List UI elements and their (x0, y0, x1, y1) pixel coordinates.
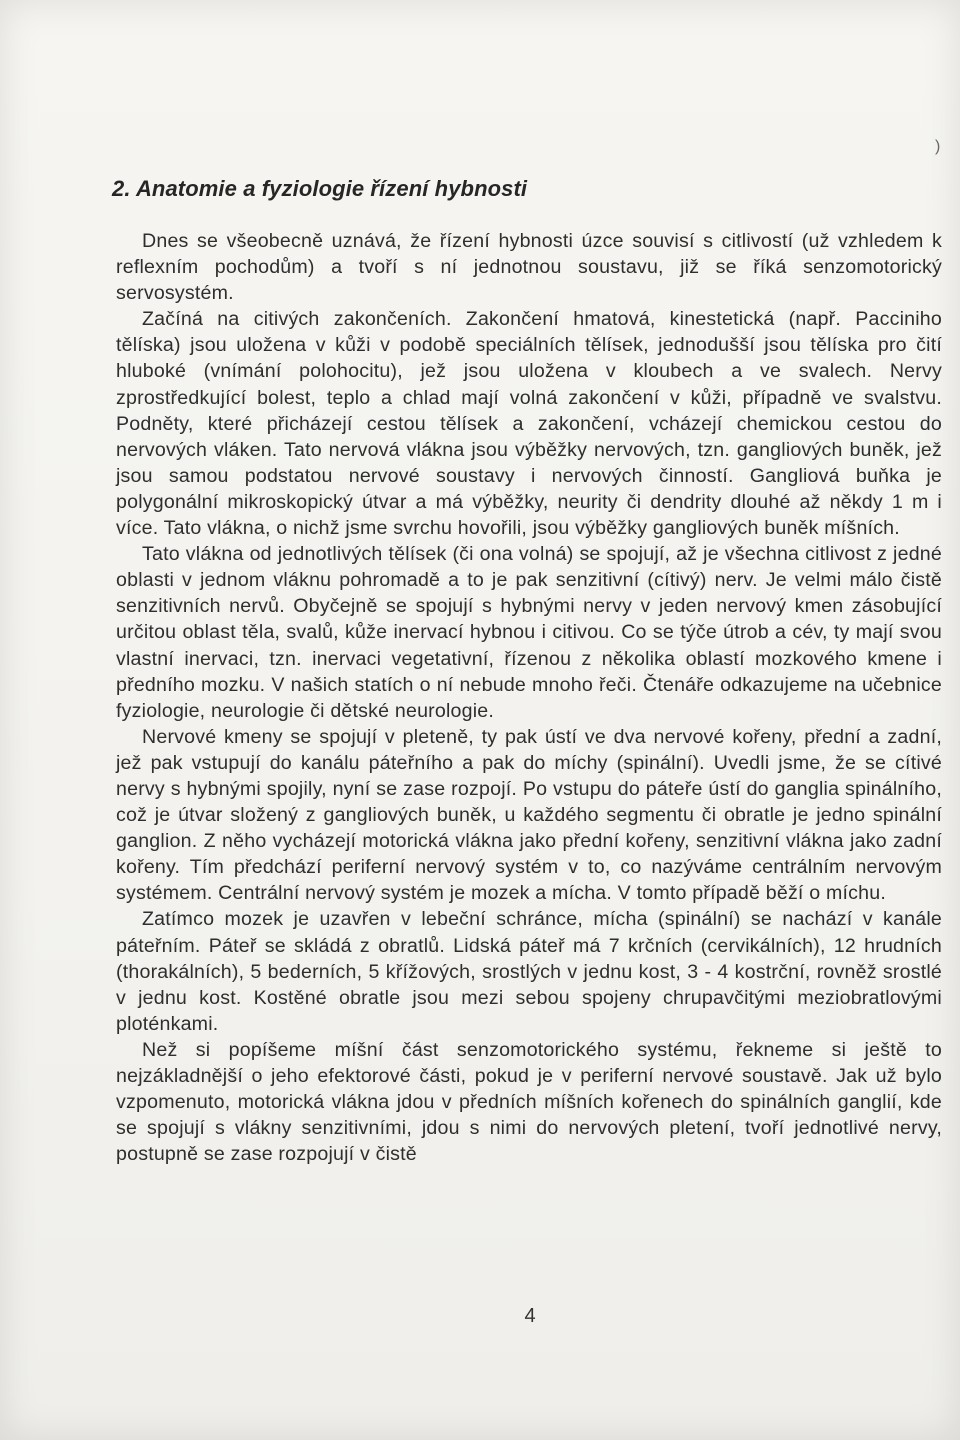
edge-mark: ) (935, 138, 941, 155)
paragraph: Začíná na citivých zakončeních. Zakončení hmatová, kinestetická (např. Pacciniho tělíska) jsou uložena v kůži v podobě speciálních tělísek, jednodušší jsou tělíska pro čití hluboké (vnímání polohocitu), jež jsou uložena v kloubech a ve svalech. Nervy zprostředkující bolest, teplo a chlad mají volná zakončení v kůži, případně ve svalstvu. Podněty, které přicházejí cestou tělísek a zakončení, vcházejí chemickou cestou do nervových vláken. Tato nervová vlákna jsou výběžky nervových, tzn. gangliových buněk, jež jsou samou podstatou nervové soustavy i nervových činností. Gangliová buňka je polygonální mikroskopický útvar a má výběžky, neurity či dendrity dlouhé až někdy 1 m i více. Tato vlákna, o nichž jsme svrchu hovořili, jsou výběžky gangliových buněk míšních. (116, 308, 942, 540)
paragraph: Nervové kmeny se spojují v pleteně, ty pak ústí ve dva nervové kořeny, přední a zadní, jež pak vstupují do kanálu páteřního a pak do míchy (spinální). Uvedli jsme, že se cítivé nervy s hybnými spojily, nyní se zase rozpojí. Po vstupu do páteře ústí do ganglia spinálního, což je útvar složený z gangliových buněk, u každého segmentu či obratle je jedno spinální ganglion. Z něho vycházejí motorická vlákna jako přední kořeny, senzitivní vlákna jako zadní kořeny. Tím předchází periferní nervový systém v to, co nazýváme centrálním nervovým systémem. Centrální nervový systém je mozek a mícha. V tomto případě běží o míchu. (116, 725, 942, 905)
paragraph: Dnes se všeobecně uznává, že řízení hybnosti úzce souvisí s citlivostí (už vzhledem k reflexním pochodům) a tvoří s ní jednotnou soustavu, již se říká senzomotorický servosystém. (116, 230, 942, 305)
paragraph: Tato vlákna od jednotlivých tělísek (či ona volná) se spojují, až je všechna citlivost z jedné oblasti v jednom vláknu pohromadě a to je pak senzitivní (cítivý) nerv. Je velmi málo čistě senzitivních nervů. Obyčejně se spojují s hybnými nervy v jeden nervový kmen zásobující určitou oblast těla, svalů, kůže inervací hybnou i citivou. Co se týče útrob a cév, ty mají svou vlastní inervaci, tzn. inervaci vegetativní, řízenou z několika oblastí mozkového kmene i předního mozku. V našich statích o ní nebude mnoho řeči. Čtenáře odkazujeme na učebnice fyziologie, neurologie či dětské neurologie. (116, 543, 942, 722)
paragraph: Než si popíšeme míšní část senzomotorického systému, řekneme si ještě to nejzákladnější o jeho efektorové části, pokud je v periferní nervové soustavě. Jak už bylo vzpomenuto, motorická vlákna jdou v předních míšních kořenech do spinálních ganglií, kde se spojují s vlákny senzitivními, jdou s nimi do nervových pletení, tvoří jednotlivé nervy, postupně se zase rozpojují v čistě (116, 1038, 942, 1166)
chapter-heading: 2. Anatomie a fyziologie řízení hybnosti (112, 176, 528, 201)
paragraph: Zatímco mozek je uzavřen v lebeční schránce, mícha (spinální) se nachází v kanále páteřním. Páteř se skládá z obratlů. Lidská páteř má 7 krčních (cervikálních), 12 hrudních (thorakálních), 5 bederních, 5 křížových, srostlých v jednu kost, 3 - 4 kostrční, rovněž srostlé v jednu kost. Kostěné obratle jsou mezi sebou spojeny chrupavčitými meziobratlovými ploténkami. (116, 908, 942, 1035)
body-text (116, 228, 942, 1167)
page-number: 4 (524, 1305, 536, 1327)
